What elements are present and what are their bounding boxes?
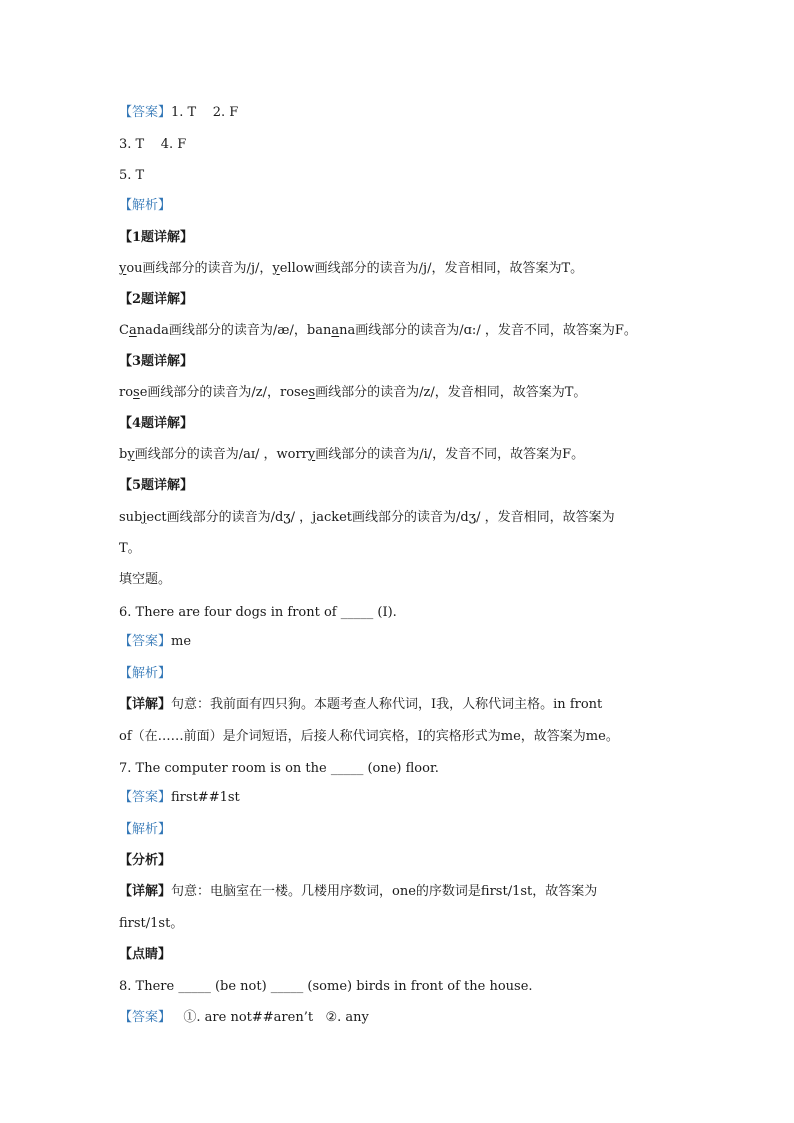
detail-text: 句意：我前面有四只狗。本题考查人称代词，I我，人称代词主格。in front bbox=[171, 697, 603, 712]
detail-text: 句意：电脑室在一楼。几楼用序数词，one的序数词是first/1st，故答案为 bbox=[171, 884, 598, 899]
underlined-letter: a bbox=[128, 323, 137, 338]
underlined-letter: s bbox=[133, 385, 140, 400]
answer-text: first##1st bbox=[171, 790, 240, 805]
answer-text: ①. are not##aren’t ②. any bbox=[171, 1010, 369, 1025]
analysis-heading: 【分析】 bbox=[119, 853, 172, 868]
answer-text: 1. T 2. F bbox=[171, 105, 239, 120]
analysis-tag: 【解析】 bbox=[119, 822, 172, 837]
question-7 bbox=[119, 759, 675, 779]
explanation-text: na画线部分的读音为/ɑ:/ ，发音不同，故答案为F。 bbox=[339, 323, 637, 338]
answer-text: 5. T bbox=[119, 168, 145, 183]
detail-text: of（在……前面）是介词短语，后接人称代词宾格，I的宾格形式为me，故答案为me。 bbox=[119, 729, 619, 744]
answer-tag: 【答案】 bbox=[119, 105, 172, 120]
detail-text: first/1st。 bbox=[119, 916, 184, 931]
q3-explanation bbox=[119, 383, 675, 403]
q6-detail-cont bbox=[119, 727, 675, 747]
q7-detail bbox=[119, 882, 675, 902]
explanation-text: C bbox=[119, 323, 129, 338]
answer-tag: 【答案】 bbox=[119, 790, 172, 805]
q4-detail-heading: 【4题详解】 bbox=[119, 416, 194, 431]
q1-detail-heading: 【1题详解】 bbox=[119, 230, 194, 245]
answer-line-1-2 bbox=[119, 103, 675, 123]
question-8 bbox=[119, 977, 675, 997]
underlined-letter: s bbox=[308, 385, 316, 400]
explanation-text: ellow画线部分的读音为/j/，发音相同，故答案为T。 bbox=[279, 261, 584, 276]
section-title bbox=[119, 570, 675, 590]
q8-answer bbox=[119, 1008, 675, 1028]
underlined-letter: y bbox=[127, 447, 135, 462]
question-text: 6. There are four dogs in front of _____ (I). bbox=[119, 605, 397, 620]
explanation-text: b bbox=[119, 447, 128, 462]
answer-tag: 【答案】 bbox=[119, 634, 172, 649]
fill-blank-title: 填空题。 bbox=[119, 572, 172, 587]
explanation-text: 画线部分的读音为/aɪ/ ，worr bbox=[134, 447, 308, 462]
underlined-letter: y bbox=[272, 261, 280, 276]
answer-text: me bbox=[171, 634, 192, 649]
q1-explanation bbox=[119, 259, 675, 279]
explanation-text: T。 bbox=[119, 541, 141, 556]
explanation-text: nada画线部分的读音为/æ/，ban bbox=[136, 323, 332, 338]
explanation-text: 画线部分的读音为/z/，发音相同，故答案为T。 bbox=[315, 385, 587, 400]
q6-analysis-tag-line bbox=[119, 664, 675, 684]
explanation-text: acket画线部分的读音为/dʒ/ ，发音相同，故答案为 bbox=[316, 510, 615, 525]
explanation-text: sub bbox=[119, 510, 143, 525]
q3-detail-heading: 【3题详解】 bbox=[119, 354, 194, 369]
question-text: 8. There _____ (be not) _____ (some) birds in front of the house. bbox=[119, 979, 533, 994]
underlined-letter: y bbox=[119, 261, 127, 276]
q7-tip-heading-line bbox=[119, 945, 675, 965]
q2-explanation bbox=[119, 321, 675, 341]
q6-detail bbox=[119, 695, 675, 715]
detail-heading: 【详解】 bbox=[119, 697, 172, 712]
q5-heading-line bbox=[119, 476, 675, 496]
underlined-letter: j bbox=[312, 510, 317, 525]
question-6 bbox=[119, 603, 675, 623]
explanation-text: ro bbox=[119, 385, 134, 400]
explanation-text: e画线部分的读音为/z/，rose bbox=[139, 385, 309, 400]
q5-detail-heading: 【5题详解】 bbox=[119, 478, 194, 493]
q6-answer bbox=[119, 632, 675, 652]
question-text: 7. The computer room is on the _____ (one) floor. bbox=[119, 761, 439, 776]
q2-heading-line bbox=[119, 290, 675, 310]
q7-analysis-tag-line bbox=[119, 820, 675, 840]
explanation-text: ou画线部分的读音为/j/， bbox=[126, 261, 273, 276]
q4-explanation bbox=[119, 445, 675, 465]
q4-heading-line bbox=[119, 414, 675, 434]
q3-heading-line bbox=[119, 352, 675, 372]
analysis-tag-line bbox=[119, 196, 675, 216]
answer-tag: 【答案】 bbox=[119, 1010, 172, 1025]
analysis-tag: 【解析】 bbox=[119, 666, 172, 681]
q7-analysis-heading-line bbox=[119, 851, 675, 871]
tip-heading: 【点睛】 bbox=[119, 947, 172, 962]
analysis-tag: 【解析】 bbox=[119, 198, 172, 213]
q7-answer bbox=[119, 788, 675, 808]
detail-heading: 【详解】 bbox=[119, 884, 172, 899]
q5-explanation bbox=[119, 508, 675, 528]
explanation-text: 画线部分的读音为/i/，发音不同，故答案为F。 bbox=[315, 447, 585, 462]
q2-detail-heading: 【2题详解】 bbox=[119, 292, 194, 307]
underlined-letter: y bbox=[307, 447, 316, 462]
underlined-letter: a bbox=[331, 323, 340, 338]
q5-explanation-cont bbox=[119, 539, 675, 559]
q1-heading-line bbox=[119, 228, 675, 248]
q7-detail-cont bbox=[119, 914, 675, 934]
explanation-text: ect画线部分的读音为/dʒ/ ， bbox=[146, 510, 313, 525]
underlined-letter: j bbox=[142, 510, 147, 525]
answer-line-3-4 bbox=[119, 135, 675, 155]
answer-line-5 bbox=[119, 166, 675, 186]
answer-text: 3. T 4. F bbox=[119, 137, 187, 152]
